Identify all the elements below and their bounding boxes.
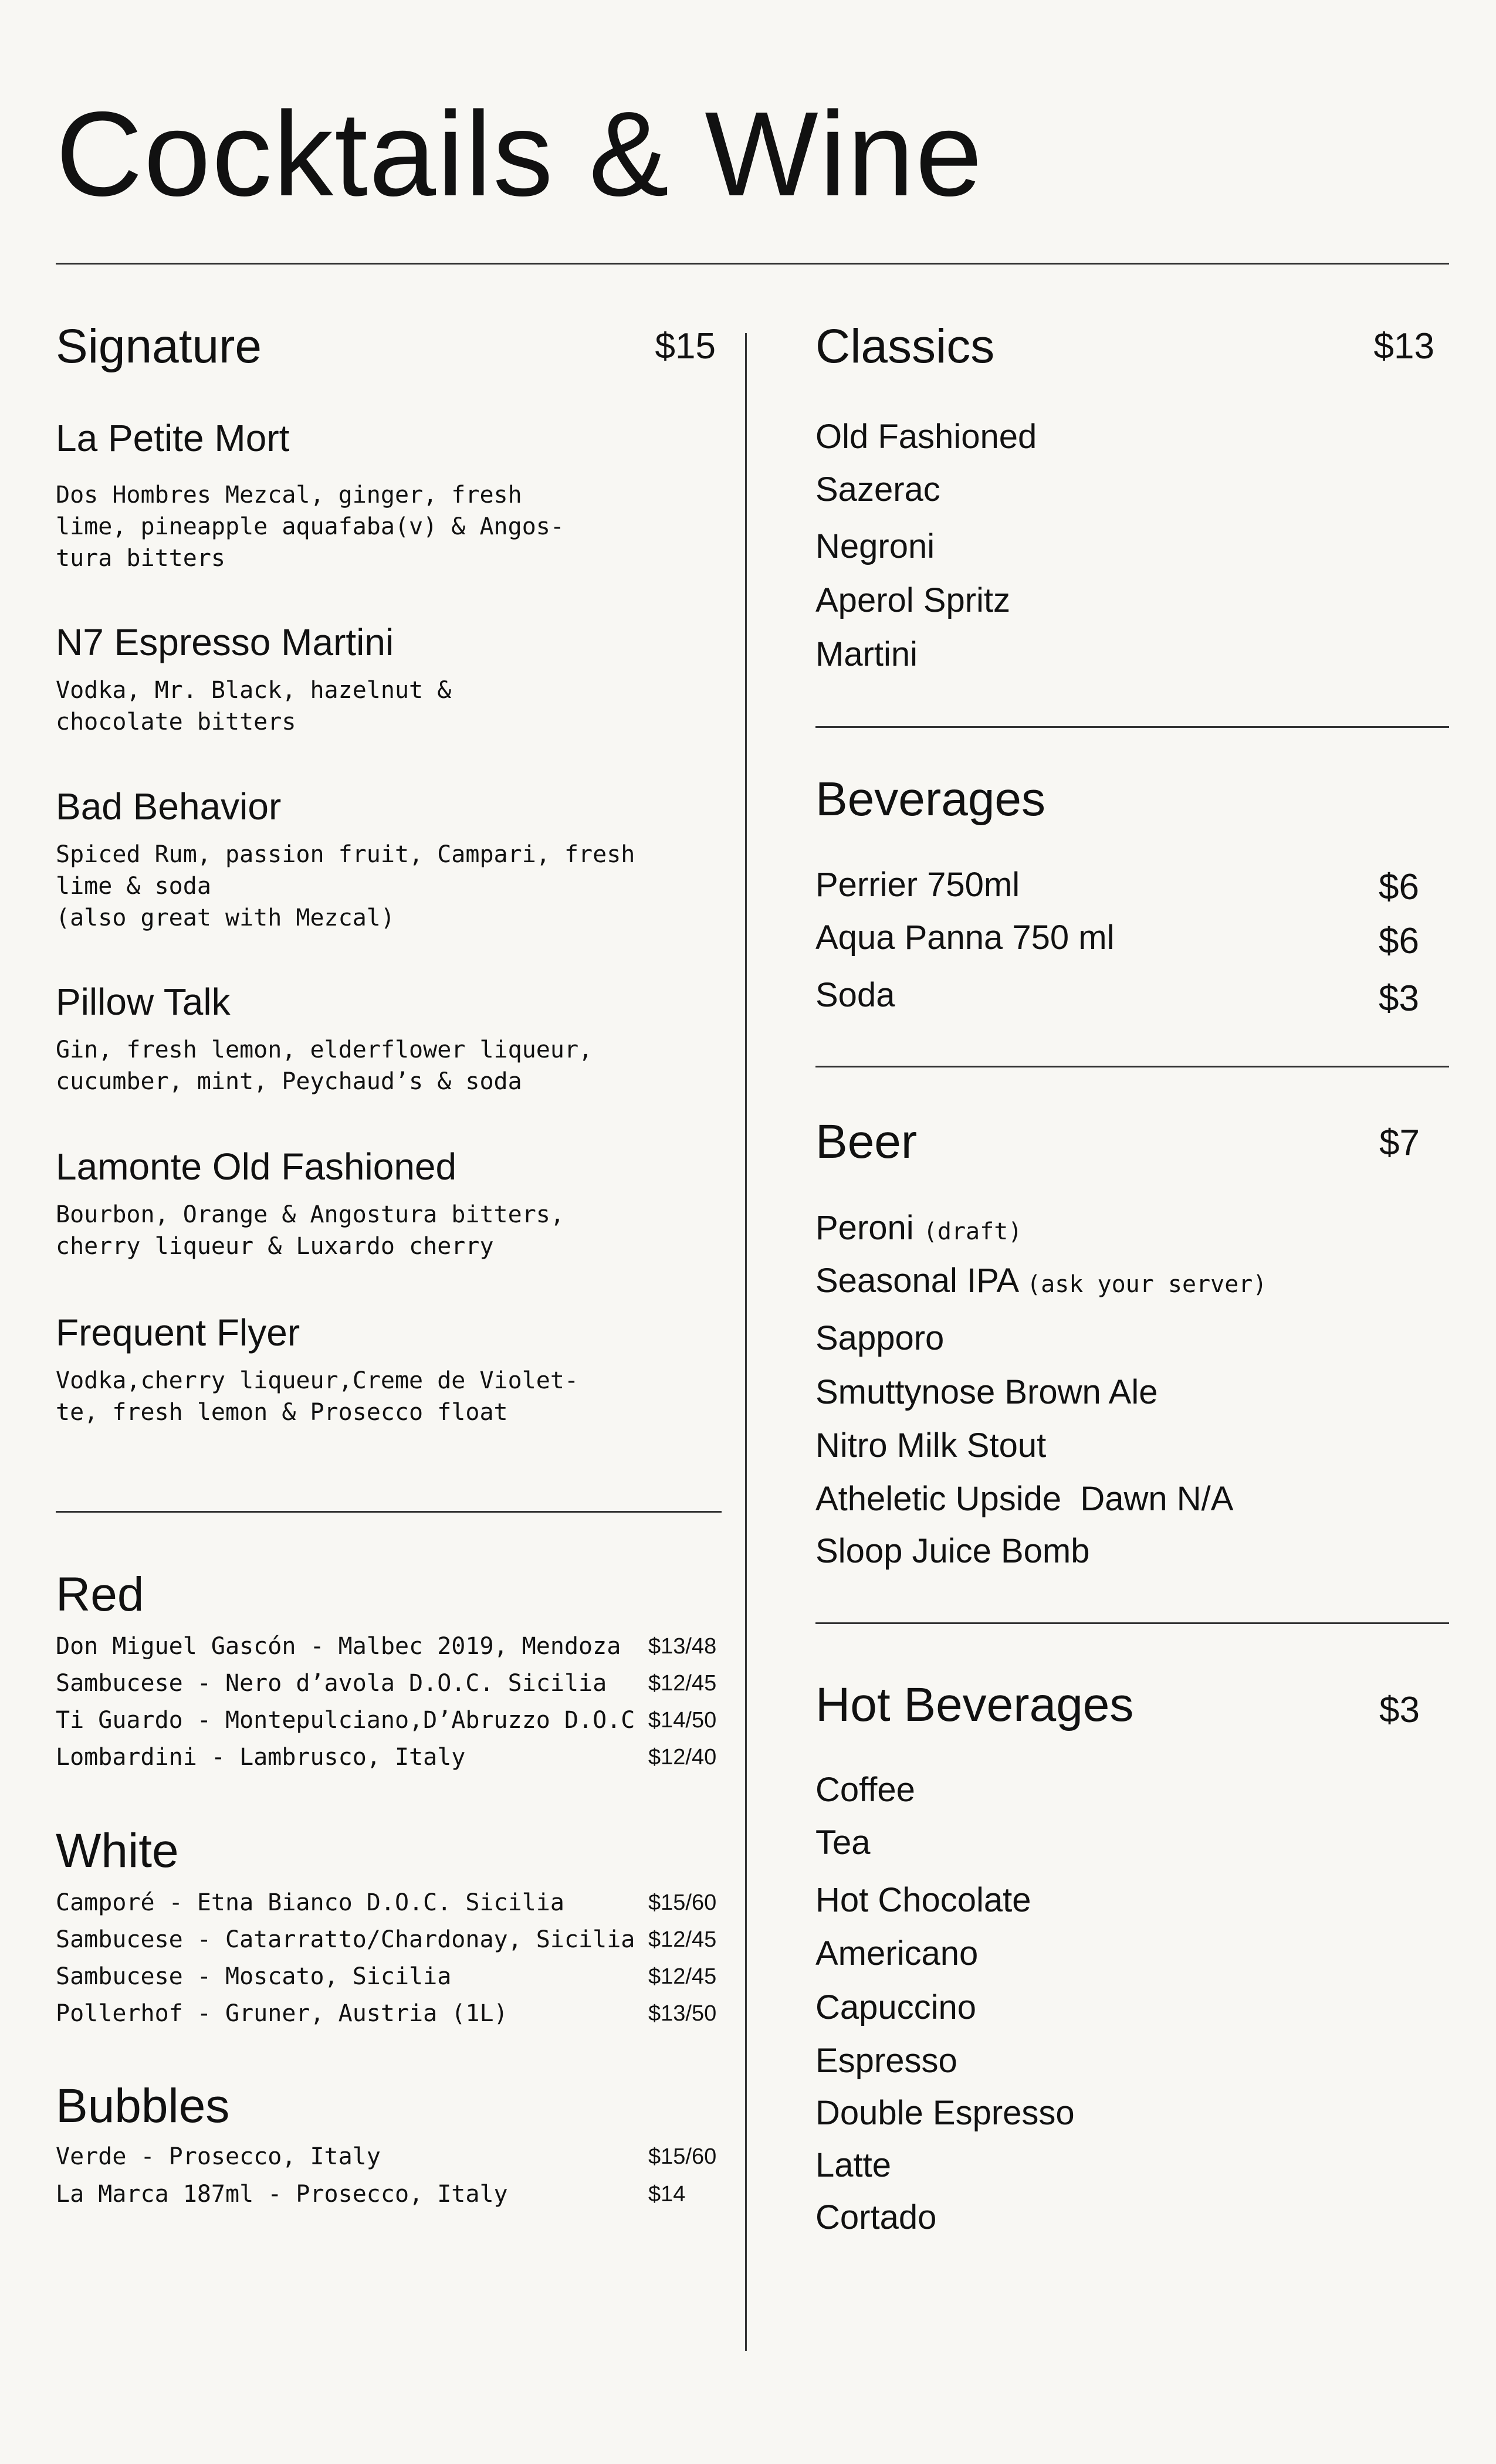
wine-row	[56, 1740, 719, 1775]
signature-item-desc: Spiced Rum, passion fruit, Campari, fresh lime & soda (also great with Mezcal)	[56, 841, 635, 931]
beer-note: (ask your server)	[1027, 1271, 1267, 1298]
signature-item-name: Frequent Flyer	[56, 1311, 300, 1354]
beverage-name: Perrier 750ml	[815, 866, 1020, 904]
hot-beverage-item: Hot Chocolate	[815, 1881, 1031, 1919]
signature-item-name: Pillow Talk	[56, 981, 231, 1023]
beverage-price: $6	[1379, 867, 1419, 907]
beer-price: $7	[1379, 1123, 1420, 1163]
beverage-price: $3	[1379, 978, 1419, 1019]
wine-price: $15/60	[648, 2144, 717, 2169]
hot-beverages-title: Hot Beverages	[815, 1678, 1134, 1731]
beer-item	[815, 1211, 1022, 1245]
wine-row	[56, 1703, 719, 1738]
wine-price: $14	[648, 2182, 686, 2207]
beverage-name: Soda	[815, 976, 895, 1014]
red-title: Red	[56, 1568, 144, 1621]
wine-name: Pollerhof - Gruner, Austria (1L)	[56, 2000, 508, 2027]
beverages-title: Beverages	[815, 772, 1046, 826]
classics-item: Martini	[815, 635, 918, 673]
classics-item: Sazerac	[815, 470, 940, 509]
wine-name: Sambucese - Catarratto/Chardonay, Sicilia	[56, 1926, 635, 1953]
wine-row	[56, 1885, 719, 1920]
wine-price: $15/60	[648, 1890, 717, 1915]
wine-row	[56, 2139, 719, 2174]
wine-price: $12/45	[648, 1964, 717, 1989]
title-divider	[56, 263, 1449, 265]
wine-row	[56, 1666, 719, 1701]
bubbles-title: Bubbles	[56, 2079, 230, 2133]
beer-divider	[815, 1622, 1449, 1624]
hot-beverage-item: Tea	[815, 1824, 871, 1862]
wine-name: Lombardini - Lambrusco, Italy	[56, 1744, 466, 1771]
hot-beverages-price: $3	[1379, 1690, 1420, 1730]
classics-item: Negroni	[815, 527, 935, 565]
signature-item-name: Bad Behavior	[56, 785, 282, 828]
wine-price: $12/45	[648, 1671, 717, 1696]
beer-name: Peroni	[815, 1209, 914, 1247]
classics-price: $13	[1373, 326, 1434, 367]
wine-name: Verde - Prosecco, Italy	[56, 2143, 381, 2170]
wine-name: Ti Guardo - Montepulciano,D’Abruzzo D.O.C	[56, 1707, 635, 1734]
wine-name: Sambucese - Nero d’avola D.O.C. Sicilia	[56, 1670, 607, 1697]
signature-divider	[56, 1511, 722, 1513]
signature-item-desc: Vodka, Mr. Black, hazelnut & chocolate bitters	[56, 677, 452, 736]
hot-beverage-item: Capuccino	[815, 1988, 977, 2026]
hot-beverage-item: Cortado	[815, 2198, 937, 2236]
wine-name: Sambucese - Moscato, Sicilia	[56, 1963, 452, 1990]
wine-row	[56, 1629, 719, 1664]
beer-note: (draft)	[923, 1218, 1023, 1245]
hot-beverage-item: Espresso	[815, 2042, 957, 2080]
page-title: Cocktails & Wine	[56, 87, 984, 221]
white-title: White	[56, 1824, 179, 1877]
signature-title: Signature	[56, 320, 262, 373]
wine-row	[56, 1959, 719, 1994]
signature-item-desc: Dos Hombres Mezcal, ginger, fresh lime, pineapple aquafaba(v) & Angos- tura bitters	[56, 482, 564, 572]
hot-beverage-item: Double Espresso	[815, 2094, 1075, 2132]
wine-price: $12/45	[648, 1927, 717, 1952]
wine-price: $14/50	[648, 1708, 717, 1733]
wine-row	[56, 2177, 719, 2212]
beer-item	[815, 1264, 1267, 1298]
hot-beverage-item: Coffee	[815, 1771, 915, 1809]
signature-item-name: Lamonte Old Fashioned	[56, 1145, 457, 1188]
signature-price: $15	[655, 326, 716, 367]
wine-name: Camporé - Etna Bianco D.O.C. Sicilia	[56, 1889, 564, 1916]
beer-item: Sapporo	[815, 1319, 945, 1357]
classics-item: Aperol Spritz	[815, 581, 1011, 619]
classics-title: Classics	[815, 320, 995, 373]
beer-name: Seasonal IPA	[815, 1262, 1017, 1300]
signature-item-desc: Vodka,cherry liqueur,Creme de Violet- te, fresh lemon & Prosecco float	[56, 1367, 579, 1426]
wine-name: La Marca 187ml - Prosecco, Italy	[56, 2181, 508, 2208]
signature-item-name: N7 Espresso Martini	[56, 621, 394, 663]
signature-item-name: La Petite Mort	[56, 417, 290, 459]
column-divider	[745, 333, 747, 2351]
signature-item-desc: Bourbon, Orange & Angostura bitters, cherry liqueur & Luxardo cherry	[56, 1201, 564, 1260]
wine-name: Don Miguel Gascón - Malbec 2019, Mendoza	[56, 1633, 621, 1660]
wine-row	[56, 1922, 719, 1957]
wine-price: $13/50	[648, 2001, 717, 2026]
beer-item: Smuttynose Brown Ale	[815, 1373, 1158, 1411]
classics-item: Old Fashioned	[815, 418, 1037, 456]
classics-divider	[815, 726, 1449, 728]
beer-item: Atheletic Upside Dawn N/A	[815, 1480, 1234, 1518]
beverage-name: Aqua Panna 750 ml	[815, 919, 1115, 957]
hot-beverage-item: Latte	[815, 2146, 891, 2184]
beverages-divider	[815, 1066, 1449, 1067]
wine-row	[56, 1996, 719, 2031]
beer-item: Nitro Milk Stout	[815, 1426, 1047, 1465]
hot-beverage-item: Americano	[815, 1934, 979, 1972]
beer-title: Beer	[815, 1115, 918, 1168]
beverage-price: $6	[1379, 921, 1419, 961]
wine-price: $12/40	[648, 1745, 717, 1770]
wine-price: $13/48	[648, 1634, 717, 1659]
signature-item-desc: Gin, fresh lemon, elderflower liqueur, cucumber, mint, Peychaud’s & soda	[56, 1036, 593, 1095]
beer-item: Sloop Juice Bomb	[815, 1532, 1090, 1570]
